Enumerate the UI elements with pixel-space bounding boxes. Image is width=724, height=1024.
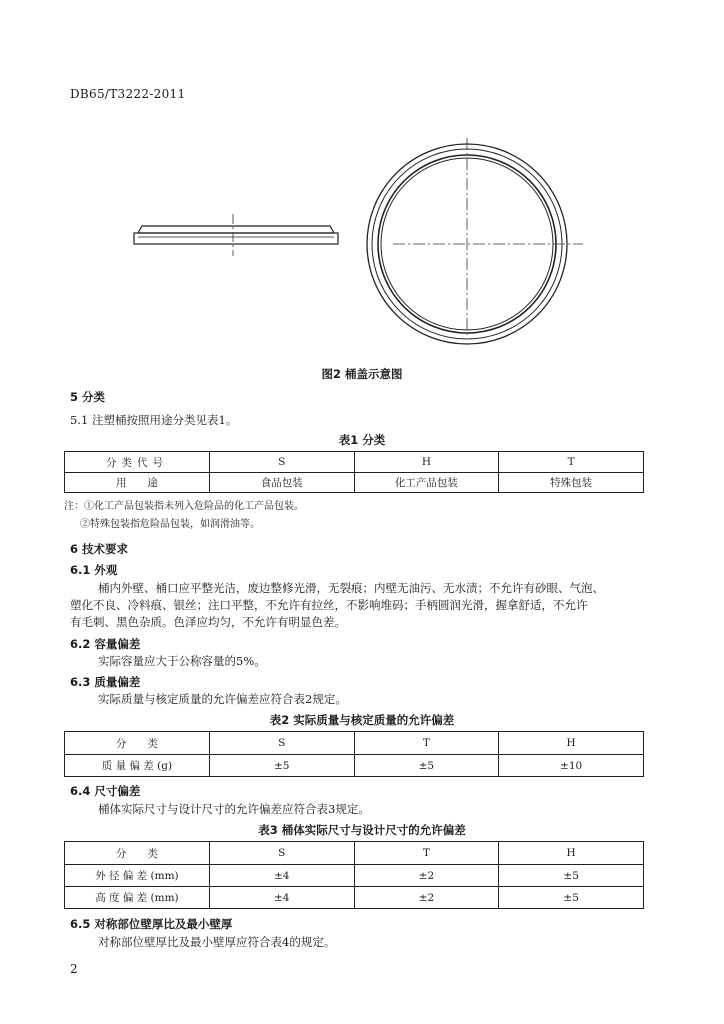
section-6-2-heading: 6.2 容量偏差 [70, 637, 141, 651]
table1-title: 表1 分类 [338, 433, 386, 447]
table-cell: ±10 [499, 755, 644, 777]
table-row [65, 452, 644, 473]
table-cell: 分类代号 [65, 452, 210, 473]
table-cell: 特殊包装 [499, 473, 644, 493]
table-cell: H [499, 732, 644, 755]
table-cell: ±5 [499, 865, 644, 887]
table-cell: T [499, 452, 644, 473]
page-number: 2 [70, 962, 78, 976]
section-6-1-line-3: 有毛刺、黑色杂质。色泽应均匀，不允许有明显色差。 [70, 615, 346, 629]
table1 [64, 451, 644, 493]
table-cell: T [354, 732, 499, 755]
section-6-1-line-2: 塑化不良、冷料痕、银丝；注口平整，不允许有拉丝，不影响堆码；手柄圆润光滑，握拿舒适，不允许 [70, 598, 588, 612]
table-cell: 食品包装 [209, 473, 354, 493]
table-cell: T [354, 842, 499, 865]
table-cell: 分 类 [65, 842, 210, 865]
lid-drawing [0, 0, 724, 360]
table-cell: 分 类 [65, 732, 210, 755]
table-row [65, 732, 644, 755]
section-6-heading: 6 技术要求 [70, 542, 129, 556]
section-6-4-heading: 6.4 尺寸偏差 [70, 784, 141, 798]
table-row [65, 473, 644, 493]
section-6-2-text: 实际容量应大于公称容量的5%。 [98, 654, 266, 668]
section-5-heading: 5 分类 [70, 390, 106, 404]
table1-note-1: 注：①化工产品包装指未列入危险品的化工产品包装。 [64, 501, 304, 512]
section-6-1-line-1: 桶内外壁、桶口应平整光洁，废边整修光滑，无裂痕；内壁无油污、无水渍；不允许有砂眼、气泡、 [98, 581, 604, 595]
table-cell: ±4 [209, 887, 354, 909]
table-row [65, 887, 644, 909]
table-cell: H [499, 842, 644, 865]
section-6-4-text: 桶体实际尺寸与设计尺寸的允许偏差应符合表3规定。 [98, 802, 370, 816]
table-cell: 用 途 [65, 473, 210, 493]
section-6-5-text: 对称部位壁厚比及最小壁厚应符合表4的规定。 [98, 935, 336, 949]
table-cell: ±5 [499, 887, 644, 909]
section-6-5-heading: 6.5 对称部位壁厚比及最小壁厚 [70, 917, 233, 931]
table-row [65, 842, 644, 865]
table-cell: 质 量 偏 差 (g) [65, 755, 210, 777]
table-cell: ±2 [354, 887, 499, 909]
section-6-1-heading: 6.1 外观 [70, 563, 118, 577]
table3-title: 表3 桶体实际尺寸与设计尺寸的允许偏差 [258, 823, 466, 837]
table-cell: H [354, 452, 499, 473]
section-6-3-heading: 6.3 质量偏差 [70, 675, 141, 689]
table-cell: S [209, 732, 354, 755]
section-6-3-text: 实际质量与核定质量的允许偏差应符合表2规定。 [98, 692, 347, 706]
table-cell: 外 径 偏 差 (mm) [65, 865, 210, 887]
table-cell: ±5 [354, 755, 499, 777]
table-row [65, 865, 644, 887]
section-5-1: 5.1 注塑桶按照用途分类见表1。 [70, 413, 238, 427]
table-cell: ±4 [209, 865, 354, 887]
table-cell: 化工产品包装 [354, 473, 499, 493]
table-cell: S [209, 842, 354, 865]
lid-side-view [134, 226, 338, 244]
table-cell: ±2 [354, 865, 499, 887]
table-cell: ±5 [209, 755, 354, 777]
table1-note-2: ②特殊包装指危险品包装，如润滑油等。 [80, 519, 260, 530]
table-cell: 高 度 偏 差 (mm) [65, 887, 210, 909]
standard-number: DB65/T3222-2011 [70, 87, 186, 101]
figure-caption: 图2 桶盖示意图 [321, 367, 403, 381]
table2-title: 表2 实际质量与核定质量的允许偏差 [269, 713, 455, 727]
table3 [64, 841, 644, 909]
table2 [64, 731, 644, 777]
table-row [65, 755, 644, 777]
table-cell: S [209, 452, 354, 473]
